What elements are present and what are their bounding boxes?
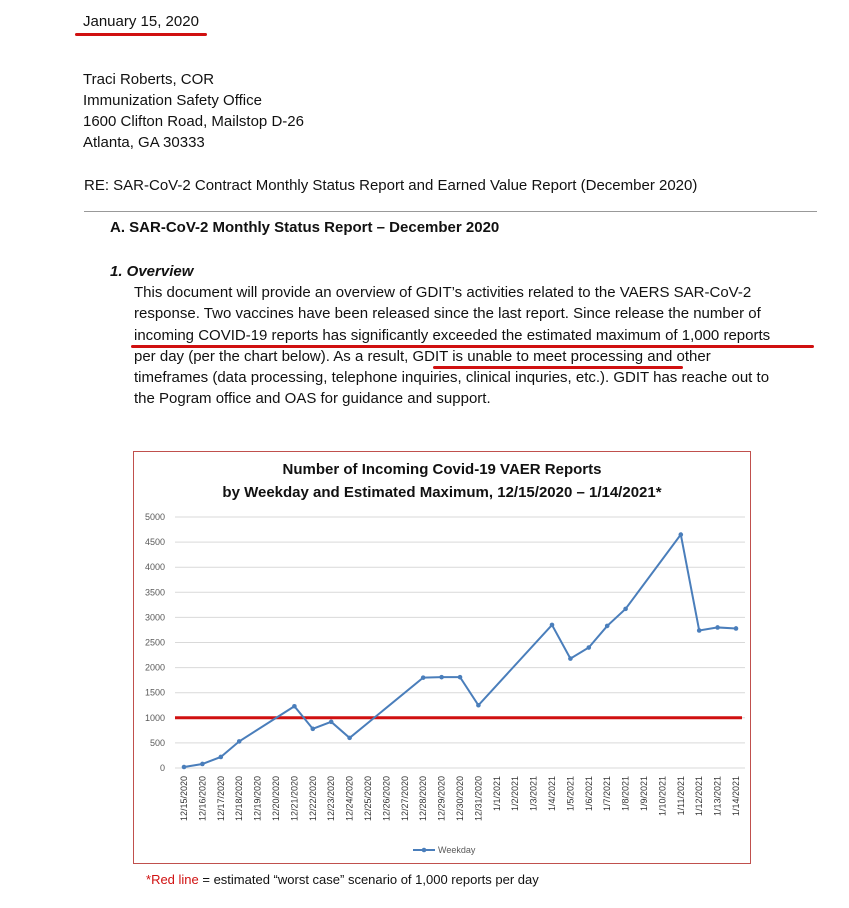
re-line: RE: SAR-CoV-2 Contract Monthly Status Report and Earned Value Report (December 2020): [84, 177, 698, 194]
x-tick-label: 1/8/2021: [620, 776, 631, 812]
data-point: [715, 625, 720, 630]
y-tick-label: 2500: [144, 637, 165, 648]
y-tick-label: 2000: [144, 662, 165, 673]
data-point: [237, 739, 242, 744]
footnote-rest: = estimated “worst case” scenario of 1,000 reports per day: [198, 872, 539, 887]
x-tick-label: 12/15/2020: [179, 776, 189, 822]
data-point: [679, 532, 684, 537]
data-point: [292, 704, 297, 709]
legend-label: Weekday: [438, 845, 476, 855]
data-point: [311, 727, 316, 732]
y-tick-label: 500: [149, 737, 165, 748]
x-tick-label: 1/9/2021: [639, 776, 649, 812]
letter-date: January 15, 2020: [83, 13, 199, 30]
y-tick-label: 1000: [144, 712, 165, 723]
paragraph-line: timeframes (data processing, telephone inquiries, clinical inquries, etc.). GDIT has reache out to: [134, 369, 770, 386]
data-point: [697, 628, 702, 633]
x-tick-label: 1/10/2021: [657, 776, 668, 817]
x-tick-label: 1/14/2021: [731, 776, 741, 817]
chart-title-line-1: Number of Incoming Covid-19 VAER Reports: [282, 461, 602, 478]
x-tick-label: 12/31/2020: [473, 776, 484, 822]
x-tick-label: 1/7/2021: [602, 776, 613, 812]
x-tick-label: 12/20/2020: [271, 776, 281, 822]
x-tick-label: 1/4/2021: [547, 776, 557, 812]
x-tick-label: 12/28/2020: [418, 776, 429, 822]
data-point: [329, 720, 334, 725]
y-tick-label: 5000: [144, 512, 165, 522]
x-tick-label: 1/1/2021: [491, 776, 502, 812]
y-tick-label: 1500: [144, 687, 165, 698]
address-line-4: Atlanta, GA 30333: [83, 134, 205, 151]
data-point: [439, 675, 444, 680]
x-tick-label: 1/3/2021: [528, 776, 539, 812]
address-line-1: Traci Roberts, COR: [83, 71, 215, 88]
y-tick-label: 4000: [144, 562, 165, 573]
x-tick-label: 12/30/2020: [455, 776, 465, 822]
x-tick-label: 1/2/2021: [510, 776, 521, 812]
y-tick-label: 4500: [144, 537, 165, 548]
data-point: [476, 703, 481, 708]
y-tick-label: 0: [159, 763, 165, 773]
x-tick-label: 12/23/2020: [326, 776, 337, 822]
x-tick-label: 12/27/2020: [399, 776, 410, 822]
section-heading: A. SAR-CoV-2 Monthly Status Report – December 2020: [110, 219, 500, 236]
footnote: [146, 872, 539, 887]
x-tick-label: 12/17/2020: [215, 776, 226, 822]
x-tick-label: 12/24/2020: [344, 776, 355, 822]
data-point: [550, 623, 555, 628]
legend-marker: [422, 848, 427, 853]
x-tick-label: 1/5/2021: [565, 776, 576, 812]
data-point: [605, 624, 610, 629]
x-tick-label: 12/26/2020: [381, 776, 392, 822]
paragraph-line: This document will provide an overview of GDIT’s activities related to the VAERS SAR-CoV-2: [134, 284, 752, 301]
x-tick-label: 1/12/2021: [694, 776, 705, 817]
x-tick-label: 1/6/2021: [583, 776, 594, 812]
x-tick-label: 12/29/2020: [436, 776, 447, 822]
data-point: [421, 675, 426, 680]
data-point: [182, 765, 187, 770]
x-tick-label: 12/19/2020: [252, 776, 263, 822]
address-line-2: Immunization Safety Office: [83, 92, 262, 109]
chart-title-line-2: by Weekday and Estimated Maximum, 12/15/2020 – 1/14/2021*: [222, 484, 662, 501]
y-tick-label: 3000: [144, 612, 165, 623]
y-tick-label: 3500: [144, 587, 165, 598]
data-point: [734, 626, 739, 631]
x-tick-label: 12/22/2020: [307, 776, 318, 822]
paragraph-line: incoming COVID-19 reports has significantly exceeded the estimated maximum of 1,000 reports: [134, 327, 771, 344]
data-point: [458, 675, 463, 680]
x-tick-label: 12/16/2020: [197, 776, 208, 822]
x-tick-label: 12/25/2020: [363, 776, 373, 822]
footnote-star: *: [146, 872, 152, 887]
x-tick-label: 1/13/2021: [712, 776, 723, 817]
paragraph-line: response. Two vaccines have been released since the last report. Since release the number of: [134, 305, 761, 322]
data-point: [587, 645, 592, 650]
sub-heading: 1. Overview: [110, 263, 194, 280]
data-point: [219, 755, 224, 760]
data-point: [623, 607, 628, 612]
series-line-weekday: [184, 535, 736, 767]
footnote-red-text: Red line: [151, 872, 199, 887]
x-tick-label: 12/21/2020: [289, 776, 300, 822]
x-tick-label: 1/11/2021: [675, 776, 686, 816]
x-tick-label: 12/18/2020: [234, 776, 245, 822]
paragraph-line: per day (per the chart below). As a result, GDIT is unable to meet processing and other: [134, 348, 711, 365]
data-point: [347, 736, 352, 741]
address-line-3: 1600 Clifton Road, Mailstop D-26: [83, 113, 304, 130]
paragraph-line: the Pogram office and OAS for guidance and support.: [134, 390, 491, 407]
data-point: [568, 656, 573, 661]
data-point: [200, 762, 205, 767]
